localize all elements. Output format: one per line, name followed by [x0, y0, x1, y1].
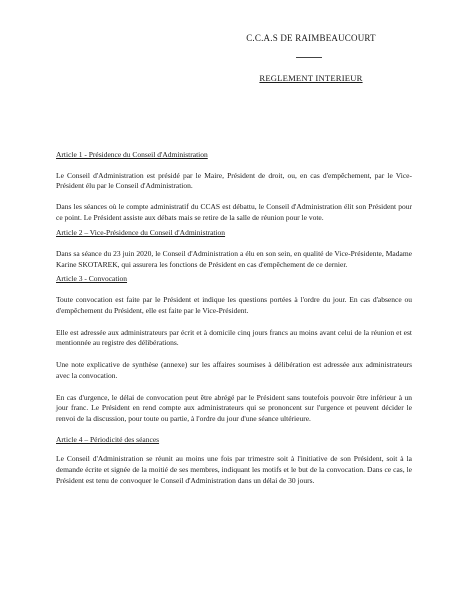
article-3-paragraph-4: En cas d'urgence, le délai de convocation peut être abrégé par le Président sans toutefois pouvoir être inférieur à un jour franc. Le Président en rend compte aux administrateurs qui se prononcent sur l'urgence et peuvent décider le renvoi de la discussion, pour toute ou partie, à l'ordre du jour d'une séance ultérieure. — [56, 392, 412, 423]
separator-line — [296, 57, 322, 58]
article-4-paragraph-1: Le Conseil d'Administration se réunit au moins une fois par trimestre soit à l'initiative de son Président, soit à la demande écrite et signée de la moitié de ses membres, indiquant les motifs et le but de la convocation. Dans ce cas, le Président est tenu de convoquer le Conseil d'Administration dans un délai de 30 jours. — [56, 454, 412, 485]
article-3-paragraph-1: Toute convocation est faite par le Président et indique les questions portées à l'ordre du jour. En cas d'absence ou d'empêchement du Président, elle est faite par le Vice-Président. — [56, 295, 412, 316]
document-body — [56, 150, 412, 486]
article-3-paragraph-2: Elle est adressée aux administrateurs par écrit et à domicile cinq jours francs au moins avant celui de la réunion et est mentionnée au registre des délibérations. — [56, 327, 412, 348]
article-1-paragraph-2: Dans les séances où le compte administratif du CCAS est débattu, le Conseil d'Administration élit son Président pour ce point. Le Président assiste aux débats mais se retire de la salle de réunion pour le vote. — [56, 202, 412, 222]
document-title: REGLEMENT INTERIEUR — [259, 73, 363, 83]
article-2-paragraph-1: Dans sa séance du 23 juin 2020, le Conseil d'Administration a élu en son sein, en qualité de Vice-Présidente, Madame Karine SKOTAREK, qui assurera les fonctions de Président en cas d'empêchement de ce dernier. — [56, 249, 412, 269]
article-1-heading: Article 1 - Présidence du Conseil d'Administration — [56, 150, 208, 159]
article-3-heading: Article 3 - Convocation — [56, 273, 128, 283]
organization-name: C.C.A.S DE RAIMBEAUCOURT — [246, 33, 376, 43]
article-1-paragraph-1: Le Conseil d'Administration est présidé par le Maire, Président de droit, ou, en cas d'empêchement, par le Vice-Président élu par le Conseil d'Administration. — [56, 170, 412, 191]
article-4-heading: Article 4 – Périodicité des séances — [56, 434, 160, 444]
article-3-paragraph-3: Une note explicative de synthèse (annexe) sur les affaires soumises à délibération est adressée aux administrateurs avec la convocation. — [56, 360, 412, 380]
article-2-heading: Article 2 – Vice-Présidence du Conseil d'Administration — [56, 227, 226, 237]
